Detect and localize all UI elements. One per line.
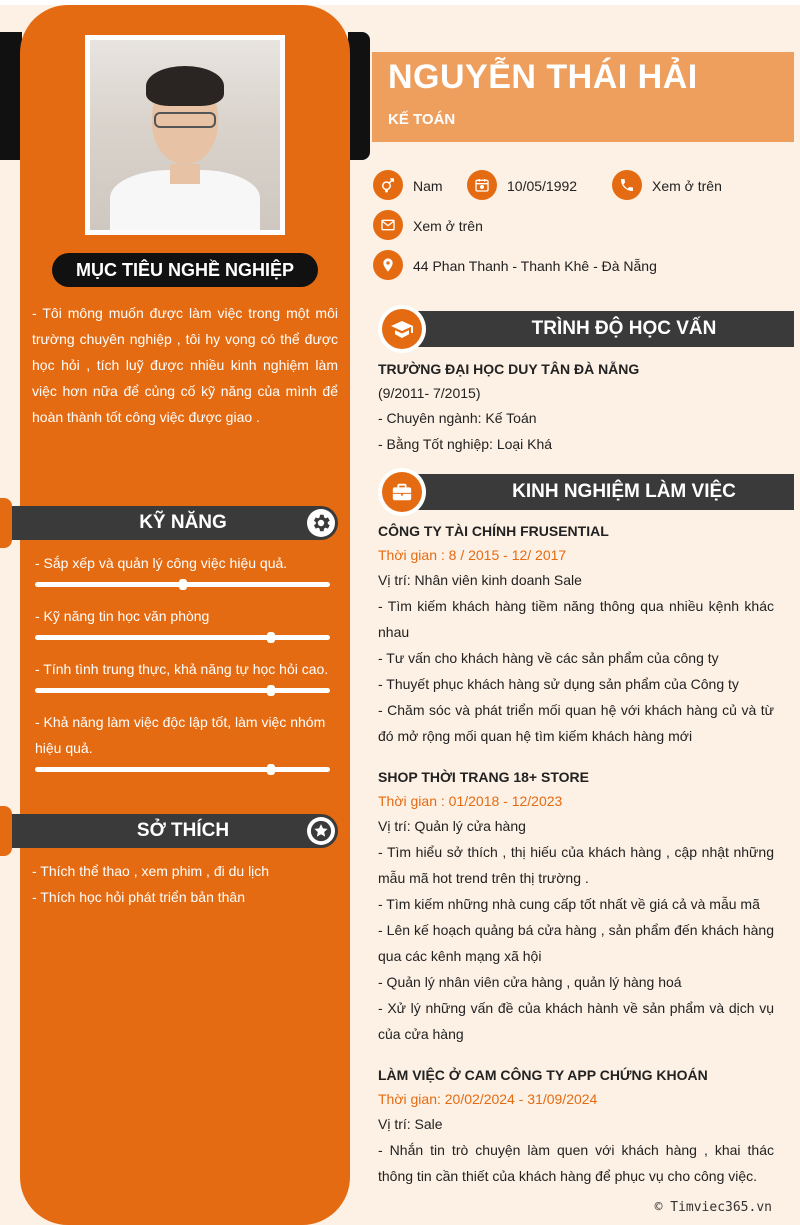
- skill-bar: [35, 688, 330, 693]
- job-duty: - Thuyết phục khách hàng sử dụng sản phẩm của Công ty: [378, 676, 739, 692]
- job-duty: - Tìm kiếm những nhà cung cấp tốt nhất về giá cả và mẫu mã: [378, 896, 760, 912]
- gender-value: Nam: [413, 178, 443, 194]
- skill-bar: [35, 635, 330, 640]
- job-position: Vị trí: Sale: [378, 1116, 443, 1132]
- education-header: [384, 311, 794, 347]
- job-duty: - Xử lý những vấn đề của khách hành về sản phẩm và dịch vụ của cửa hàng: [378, 1000, 774, 1042]
- school-name: TRƯỜNG ĐẠI HỌC DUY TÂN ĐÀ NẴNG: [378, 361, 640, 377]
- footer-watermark: © Timviec365.vn: [654, 1200, 772, 1215]
- job-duty: - Nhắn tin trò chuyện làm quen với khách hàng , khai thác thông tin cần thiết của khách hàng để phục vụ cho công việc.: [378, 1142, 774, 1184]
- job-duty: - Quản lý nhân viên cửa hàng , quản lý hàng hoá: [378, 974, 682, 990]
- skill-item: - Sắp xếp và quản lý công việc hiệu quả.: [35, 555, 288, 571]
- objective-title: MỤC TIÊU NGHỀ NGHIỆP: [52, 253, 318, 287]
- profile-photo: [85, 35, 285, 235]
- education-major: - Chuyên ngành: Kế Toán: [378, 410, 537, 426]
- objective-text: - Tôi mông muốn được làm việc trong một môi trường chuyên nghiệp , tôi hy vọng có thể được học hỏi , tích luỹ được nhiều kinh nghiệm làm việc hơn nữa để củng cố kỹ năng của mình để hoàn thành tốt công việc được giao .: [32, 305, 338, 425]
- experience-title: KINH NGHIỆM LÀM VIỆC: [512, 481, 736, 502]
- education-degree: - Bằng Tốt nghiệp: Loại Khá: [378, 436, 553, 452]
- hobbies-title: SỞ THÍCH: [136, 820, 230, 841]
- skill-item: - Tính tình trung thực, khả năng tự học hỏi cao.: [35, 661, 329, 677]
- education-period: (9/2011- 7/2015): [378, 385, 481, 401]
- job-duty: - Lên kế hoạch quảng bá cửa hàng , sản phẩm đến khách hàng qua các kênh mạng xã hội: [378, 922, 774, 964]
- job-position: Vị trí: Nhân viên kinh doanh Sale: [378, 572, 582, 588]
- skill-item: - Khả năng làm việc độc lập tốt, làm việc nhóm hiệu quả.: [35, 714, 326, 756]
- gender-icon: [373, 170, 403, 200]
- skill-item: - Kỹ năng tin học văn phòng: [35, 608, 210, 624]
- job-company: SHOP THỜI TRANG 18+ STORE: [378, 769, 589, 785]
- briefcase-icon: [382, 472, 422, 512]
- experience-header: [384, 474, 794, 510]
- dob-value: 10/05/1992: [507, 178, 578, 194]
- job-duty: - Chăm sóc và phát triển mối quan hệ với khách hàng củ và từ đó mở rộng mối quan hệ tìm kiếm khách hàng mới: [378, 702, 774, 744]
- address-value: 44 Phan Thanh - Thanh Khê - Đà Nẵng: [413, 258, 657, 274]
- location-icon: [373, 250, 403, 280]
- email-value: Xem ở trên: [413, 218, 483, 234]
- job-company: LÀM VIỆC Ở CAM CÔNG TY APP CHỨNG KHOÁN: [378, 1067, 708, 1083]
- skill-bar: [35, 582, 330, 587]
- job-time: Thời gian : 8 / 2015 - 12/ 2017: [378, 547, 567, 563]
- gear-icon: [307, 509, 335, 537]
- education-title: TRÌNH ĐỘ HỌC VẤN: [531, 318, 717, 339]
- job-duty: - Tìm hiểu sở thích , thị hiếu của khách hàng , cập nhật những mẫu mã hot trend trên thị trường .: [378, 844, 774, 886]
- email-icon: [373, 210, 403, 240]
- job-duty: - Tìm kiếm khách hàng tiềm năng thông qua nhiều kệnh khác nhau: [378, 598, 774, 640]
- job-company: CÔNG TY TÀI CHÍNH FRUSENTIAL: [378, 523, 609, 539]
- hobbies-header: [0, 814, 338, 848]
- skills-title: KỸ NĂNG: [139, 512, 227, 533]
- calendar-icon: [467, 170, 497, 200]
- candidate-role: KẾ TOÁN: [388, 111, 456, 128]
- job-duty: - Tư vấn cho khách hàng về các sản phẩm của công ty: [378, 650, 719, 666]
- skills-header: [0, 506, 338, 540]
- graduation-cap-icon: [382, 309, 422, 349]
- decor-bar-left: [0, 32, 22, 160]
- hobby-item: - Thích thể thao , xem phim , đi du lịch: [32, 863, 270, 879]
- phone-icon: [612, 170, 642, 200]
- skill-bar: [35, 767, 330, 772]
- decor-bar-mid: [348, 32, 370, 160]
- phone-value: Xem ở trên: [652, 178, 722, 194]
- star-icon: [307, 817, 335, 845]
- job-time: Thời gian : 01/2018 - 12/2023: [378, 793, 563, 809]
- job-position: Vị trí: Quản lý cửa hàng: [378, 818, 526, 834]
- hobby-item: - Thích học hỏi phát triển bản thân: [32, 889, 245, 905]
- candidate-name: NGUYỄN THÁI HẢI: [388, 58, 698, 96]
- job-time: Thời gian: 20/02/2024 - 31/09/2024: [378, 1091, 598, 1107]
